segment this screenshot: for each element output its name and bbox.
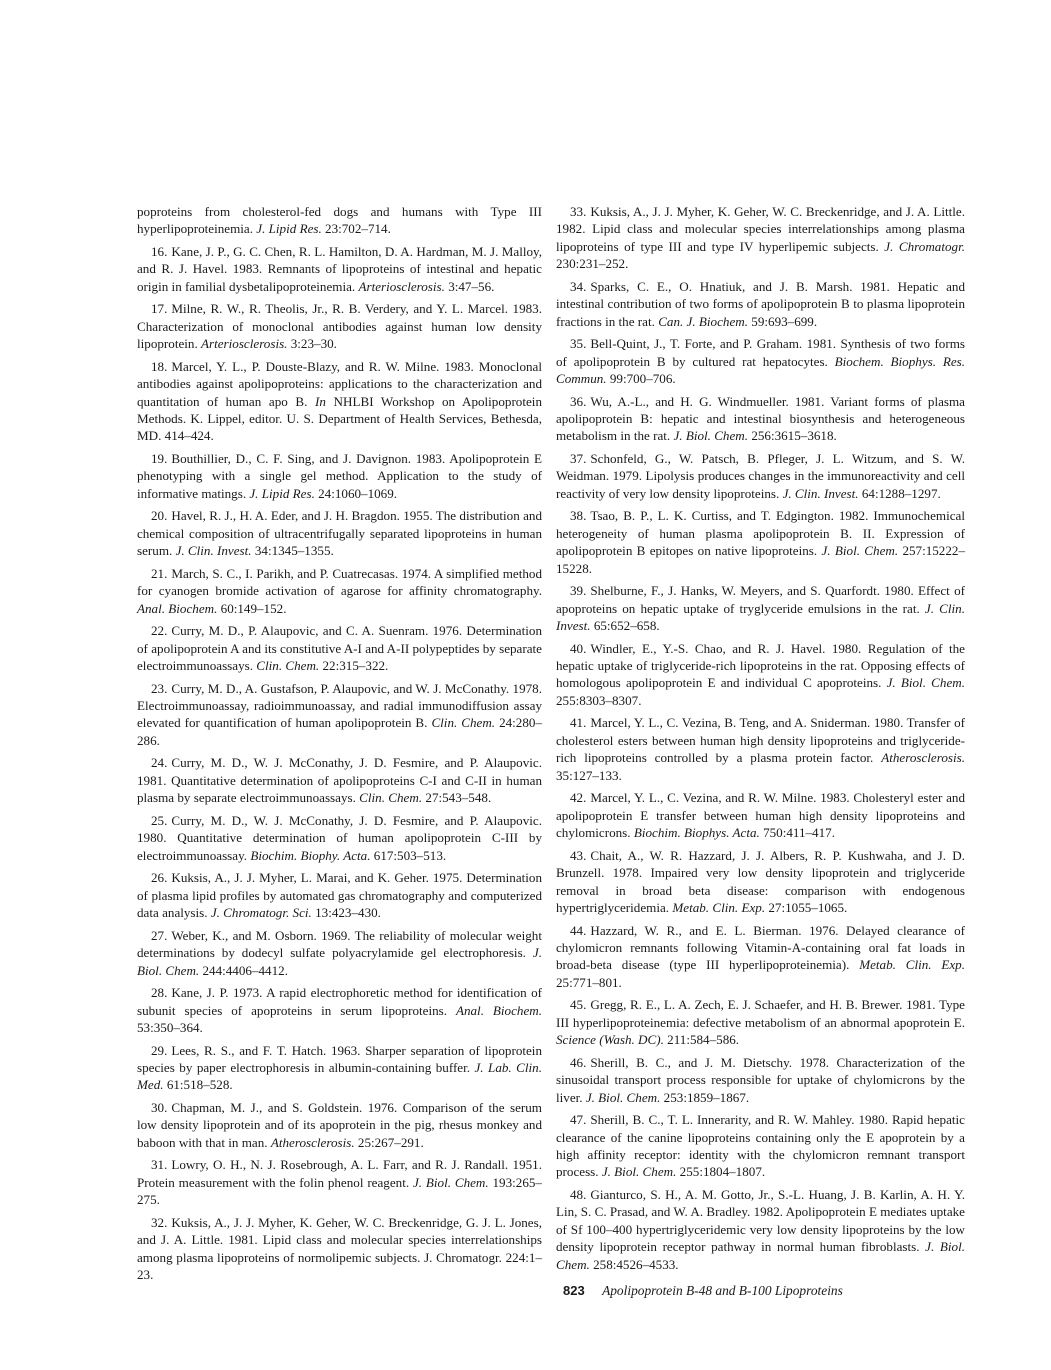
reference-entry [137,1156,542,1208]
reference-number: 29. [151,1042,168,1058]
reference-number: 19. [151,451,168,467]
reference-text: poproteins from cholesterol-fed dogs and humans with Type III hyperlipoproteinemia. [137,204,542,237]
reference-entry [137,680,542,750]
reference-citation: NHLBI Workshop on Apolipoprotein Methods. K. Lippel, editor. U. S. Department of Health Services, Bethesda, MD. 414–424. [137,393,542,444]
reference-text: Windler, E., Y.-S. Chao, and R. J. Havel. 1980. Regulation of the hepatic uptake of triglyceride-rich lipoproteins in the rat. Opposing effects of homologous apolipoprotein E and individual C apoproteins. [556,640,965,691]
reference-text: Bell-Quint, J., T. Forte, and P. Graham. 1981. Synthesis of two forms of apolipoprotein B by cultured rat hepatocytes. [556,336,965,369]
reference-citation: 99:700–706. [609,371,676,387]
reference-citation: 61:518–528. [166,1077,233,1093]
reference-entry [556,335,965,387]
reference-citation: 23:702–714. [325,221,391,237]
reference-number: 45. [570,997,587,1013]
reference-number: 34. [570,278,587,294]
reference-number: 20. [151,508,168,524]
reference-citation: 22:315–322. [322,658,389,674]
reference-entry [137,984,542,1036]
reference-entry [137,507,542,559]
reference-number: 30. [151,1099,168,1115]
right-reference-column [556,203,965,1278]
reference-journal: J. Biol. Chem. [601,1164,677,1180]
reference-text: Hazzard, W. R., and E. L. Bierman. 1976. Delayed clearance of chylomicron remnants following Vitamin-A-containing oral fat loads in broad-beta disease (type III hyperlipoproteinemia). [556,922,965,973]
reference-entry [137,1214,542,1284]
reference-journal: J. Lipid Res. [256,221,322,237]
reference-journal: Clin. Chem. [431,715,496,731]
reference-entry [137,869,542,921]
reference-citation: 617:503–513. [373,847,447,863]
reference-citation: 27:543–548. [425,790,492,806]
reference-text: Schonfeld, G., W. Patsch, B. Pfleger, J. L. Witzum, and S. W. Weidman. 1979. Lipolysis produces changes in the immunoreactivity and cell reactivity of very low density lipoproteins. [556,451,965,501]
reference-journal: J. Biol. Chem. [585,1089,661,1105]
page-number: 823 [563,1283,585,1298]
reference-entry [137,812,542,864]
reference-number: 33. [570,204,587,219]
reference-text: Lowry, O. H., N. J. Rosebrough, A. L. Farr, and R. J. Randall. 1951. Protein measurement with the folin phenol reagent. [137,1157,542,1190]
reference-journal: J. Clin. Invest. [175,543,252,559]
reference-text: Kuksis, A., J. J. Myher, K. Geher, W. C. Breckenridge, G. J. L. Jones, and J. A. Little. 1981. Lipid class and molecular species interrelationships among plasma lipoproteins of normolipemic subjects. J. Chromatogr. [137,1214,542,1265]
reference-citation: 3:47–56. [448,278,495,294]
reference-journal: J. Biol. Chem. [886,675,965,691]
reference-entry [137,243,542,295]
reference-text: Chait, A., W. R. Hazzard, J. J. Albers, R. P. Kushwaha, and J. D. Brunzell. 1978. Impaired very low density lipoprotein and triglyceride removal in broad beta disease: comparison with endogenous hypertriglyceridemia. [556,847,965,915]
reference-citation: 25:771–801. [556,974,622,990]
reference-citation: 3:23–30. [290,336,337,352]
reference-entry [137,1099,542,1151]
reference-citation: 193:265–275. [137,1174,542,1208]
reference-number: 38. [570,508,587,524]
reference-number: 39. [570,583,587,599]
reference-citation: 244:4406–4412. [202,962,288,978]
reference-text: Chapman, M. J., and S. Goldstein. 1976. Comparison of the serum low density lipoprotein and of its apoprotein in the pig, rhesus monkey and baboon with that in man. [137,1099,542,1150]
reference-number: 32. [151,1214,168,1230]
reference-number: 27. [151,927,168,943]
reference-number: 24. [151,755,168,771]
reference-text: Gregg, R. E., L. A. Zech, E. J. Schaefer, and H. B. Brewer. 1981. Type III hyperlipoproteinemia: defective metabolism of an abnormal apoprotein E. [556,997,965,1030]
reference-entry [137,754,542,806]
reference-number: 42. [570,790,587,806]
reference-citation: 35:127–133. [556,767,622,783]
reference-entry [137,450,542,502]
reference-citation: 59:693–699. [751,313,818,329]
reference-journal: Science (Wash. DC). [556,1032,664,1048]
reference-journal: J. Chromatogr. Sci. [210,905,312,921]
reference-journal: Clin. Chem. [256,658,320,674]
reference-entry [556,582,965,634]
reference-text: Curry, M. D., W. J. McConathy, J. D. Fesmire, and P. Alaupovic. 1981. Quantitative determination of apolipoproteins C-I and C-II in human plasma by separate electroimmunoassays. [137,755,542,806]
reference-entry [137,203,542,238]
reference-journal: J. Biol. Chem. [673,428,749,444]
reference-number: 37. [570,451,587,467]
reference-text: Tsao, B. P., L. K. Curtiss, and T. Edgington. 1982. Immunochemical heterogeneity of human plasma apolipoprotein B. II. Expression of apolipoprotein B epitopes on native lipoproteins. [556,508,965,559]
reference-journal: J. Biol. Chem. [556,1239,965,1272]
reference-number: 35. [570,336,587,352]
reference-citation: 24:280–286. [137,715,542,748]
reference-journal: Metab. Clin. Exp. [859,957,965,973]
reference-text: Marcel, Y. L., P. Douste-Blazy, and R. W. Milne. 1983. Monoclonal antibodies against apolipoproteins: applications to the characterization and quantitation of human apo B. [137,358,542,409]
reference-citation: 230:231–252. [556,256,629,272]
reference-journal: Atherosclerosis. [881,750,965,766]
reference-entry [137,300,542,352]
reference-citation: 24:1060–1069. [318,485,398,501]
reference-journal: J. Biol. Chem. [137,945,542,978]
reference-text: Weber, K., and M. Osborn. 1969. The reliability of molecular weight determinations by dodecyl sulfate polyacrylamide gel electrophoresis. [137,927,542,961]
reference-number: 25. [151,812,168,828]
reference-text: Sherill, B. C., and J. M. Dietschy. 1978. Characterization of the sinusoidal transport process responsible for uptake of chylomicrons by the liver. [556,1054,965,1105]
reference-journal: Biochim. Biophy. Acta. [250,847,371,863]
reference-number: 47. [570,1112,587,1128]
reference-journal: Metab. Clin. Exp. [672,899,766,915]
reference-text: Havel, R. J., H. A. Eder, and J. H. Bragdon. 1955. The distribution and chemical composition of ultracentrifugally separated lipoproteins in human serum. [137,508,542,559]
reference-entry [556,203,965,273]
reference-entry [137,358,542,445]
reference-journal: Clin. Chem. [359,790,423,806]
reference-entry [556,1186,965,1273]
reference-entry [137,1042,542,1094]
reference-citation: 53:350–364. [137,1019,203,1035]
reference-citation: 64:1288–1297. [861,485,941,501]
reference-journal: Biochem. Biophys. Res. Commun. [556,353,965,387]
reference-citation: 65:652–658. [593,618,660,634]
reference-number: 31. [151,1157,168,1173]
reference-entry [556,278,965,330]
reference-journal: J. Biol. Chem. [821,543,899,559]
reference-text: Lees, R. S., and F. T. Hatch. 1963. Sharper separation of lipoprotein species by paper electrophoresis in albumin-containing buffer. [137,1042,542,1075]
reference-number: 22. [151,623,168,639]
reference-journal: J. Clin. Invest. [782,485,859,501]
reference-text: Kane, J. P. 1973. A rapid electrophoretic method for identification of subunit species of apoproteins in serum lipoproteins. [137,985,542,1018]
reference-citation: 211:584–586. [667,1032,740,1048]
reference-citation: 224:1–23. [137,1249,542,1282]
reference-text: Bouthillier, D., C. F. Sing, and J. Davignon. 1983. Apolipoprotein E phenotyping with a single gel method. Application to the study of informative matings. [137,451,542,501]
reference-text: Marcel, Y. L., C. Vezina, B. Teng, and A. Sniderman. 1980. Transfer of cholesterol esters between human high density lipoproteins and triglyceride-rich lipoproteins controlled by a plasma protein factor. [556,715,965,766]
reference-text: Gianturco, S. H., A. M. Gotto, Jr., S.-L. Huang, J. B. Karlin, A. H. Y. Lin, S. C. Prasad, and W. A. Bradley. 1982. Apolipoprotein E mediates uptake of Sf 100–400 hypertriglyceridemic very low density lipoproteins by the low density lipoprotein receptor pathway in normal human fibroblasts. [556,1186,965,1255]
reference-text: Curry, M. D., W. J. McConathy, J. D. Fesmire, and P. Alaupovic. 1980. Quantitative determination of human apolipoprotein C-III by electroimmunoassay. [137,812,542,863]
reference-entry [556,450,965,502]
reference-citation: 253:1859–1867. [663,1089,750,1105]
reference-citation: 256:3615–3618. [751,428,837,444]
reference-text: Sparks, C. E., O. Hnatiuk, and J. B. Marsh. 1981. Hepatic and intestinal contribution of two forms of apolipoprotein B to plasma lipoprotein fractions in the rat. [556,278,965,329]
reference-journal: Biochim. Biophys. Acta. [633,825,760,841]
reference-text: Milne, R. W., R. Theolis, Jr., R. B. Verdery, and Y. L. Marcel. 1983. Characterization of monoclonal antibodies against human low density lipoprotein. [137,301,542,352]
reference-journal: Arteriosclerosis. [358,278,445,294]
reference-entry [137,622,542,674]
reference-citation: 257:15222–15228. [556,543,965,576]
reference-entry [556,640,965,710]
reference-number: 23. [151,680,168,696]
reference-journal: J. Lab. Clin. Med. [137,1059,542,1093]
reference-number: 28. [151,985,168,1001]
reference-number: 48. [570,1186,587,1202]
reference-entry [556,714,965,784]
reference-journal: Arteriosclerosis. [201,336,288,352]
reference-number: 36. [570,393,587,409]
reference-text: Shelburne, F., J. Hanks, W. Meyers, and S. Quarfordt. 1980. Effect of apoproteins on hepatic uptake of tryglyceride emulsions in the rat. [556,583,965,616]
reference-citation: 13:423–430. [315,905,381,921]
reference-citation: 750:411–417. [763,825,835,841]
reference-citation: 25:267–291. [357,1134,424,1150]
reference-citation: 60:149–152. [220,600,287,616]
reference-number: 46. [570,1054,587,1070]
reference-entry [556,393,965,445]
reference-citation: 34:1345–1355. [254,543,334,559]
left-reference-column [137,203,542,1289]
running-title: Apolipoprotein B-48 and B-100 Lipoproteins [602,1283,843,1298]
reference-journal: Atherosclerosis. [270,1134,355,1150]
reference-text: Kuksis, A., J. J. Myher, L. Marai, and K. Geher. 1975. Determination of plasma lipid profiles by automated gas chromatography and computerized data analysis. [137,870,542,921]
reference-text: Sherill, B. C., T. L. Innerarity, and R. W. Mahley. 1980. Rapid hepatic clearance of the canine lipoproteins containing only the E apoprotein by a high affinity receptor: identity with the chylomicron remnant transport process. [556,1112,965,1180]
reference-citation: 27:1055–1065. [768,899,848,915]
reference-number: 44. [570,922,587,938]
reference-number: 26. [151,870,168,886]
reference-entry [137,565,542,617]
reference-number: 41. [570,715,587,731]
reference-citation: 255:1804–1807. [679,1164,766,1180]
reference-journal: Can. J. Biochem. [658,313,749,329]
reference-text: March, S. C., I. Parikh, and P. Cuatrecasas. 1974. A simplified method for cyanogen bromide activation of agarose for affinity chromatography. [137,565,542,599]
reference-entry [556,922,965,992]
reference-text: Kuksis, A., J. J. Myher, K. Geher, W. C. Breckenridge, and J. A. Little. 1982. Lipid class and molecular species interrelationships among plasma lipoproteins of type III and type IV hyperlipemic subjects. [556,204,965,254]
reference-entry [556,847,965,917]
reference-number: 17. [151,301,168,317]
reference-journal: J. Chromatogr. [884,238,965,254]
reference-journal: J. Biol. Chem. [412,1174,489,1190]
reference-entry [556,507,965,577]
reference-text: Kane, J. P., G. C. Chen, R. L. Hamilton, D. A. Hardman, M. J. Malloy, and R. J. Havel. 1983. Remnants of lipoproteins of intestinal and hepatic origin in familial dysbetalipoproteinemia. [137,244,542,294]
reference-journal: In [315,393,326,409]
reference-journal: Anal. Biochem. [137,600,218,616]
reference-text: Marcel, Y. L., C. Vezina, and R. W. Milne. 1983. Cholesteryl ester and apolipoprotein E transfer between human high density lipoproteins and chylomicrons. [556,790,965,841]
reference-citation: 255:8303–8307. [556,692,642,708]
page-footer [563,1282,983,1300]
reference-entry [137,927,542,979]
reference-number: 40. [570,640,587,656]
reference-number: 16. [151,244,168,259]
reference-entry [556,789,965,841]
reference-journal: J. Clin. Invest. [556,600,965,634]
reference-text: Curry, M. D., A. Gustafson, P. Alaupovic, and W. J. McConathy. 1978. Electroimmunoassay, radioimmunoassay, and radial immunodiffusion assay elevated for quantification of human apolipoprotein B. [137,680,542,731]
reference-entry [556,996,965,1048]
reference-text: Wu, A.-L., and H. G. Windmueller. 1981. Variant forms of plasma apolipoprotein B: hepatic and intestinal biosynthesis and heterogeneous metabolism in the rat. [556,393,965,444]
reference-number: 43. [570,847,587,863]
reference-citation: 258:4526–4533. [593,1256,679,1272]
reference-journal: J. Lipid Res. [249,485,315,501]
reference-entry [556,1111,965,1181]
reference-number: 18. [151,358,168,374]
reference-entry [556,1054,965,1106]
reference-text: Curry, M. D., P. Alaupovic, and C. A. Suenram. 1976. Determination of apolipoprotein A and its constitutive A-I and A-II polypeptides by separate electroimmunoassays. [137,623,542,674]
reference-number: 21. [151,565,168,581]
reference-journal: Anal. Biochem. [455,1002,542,1018]
